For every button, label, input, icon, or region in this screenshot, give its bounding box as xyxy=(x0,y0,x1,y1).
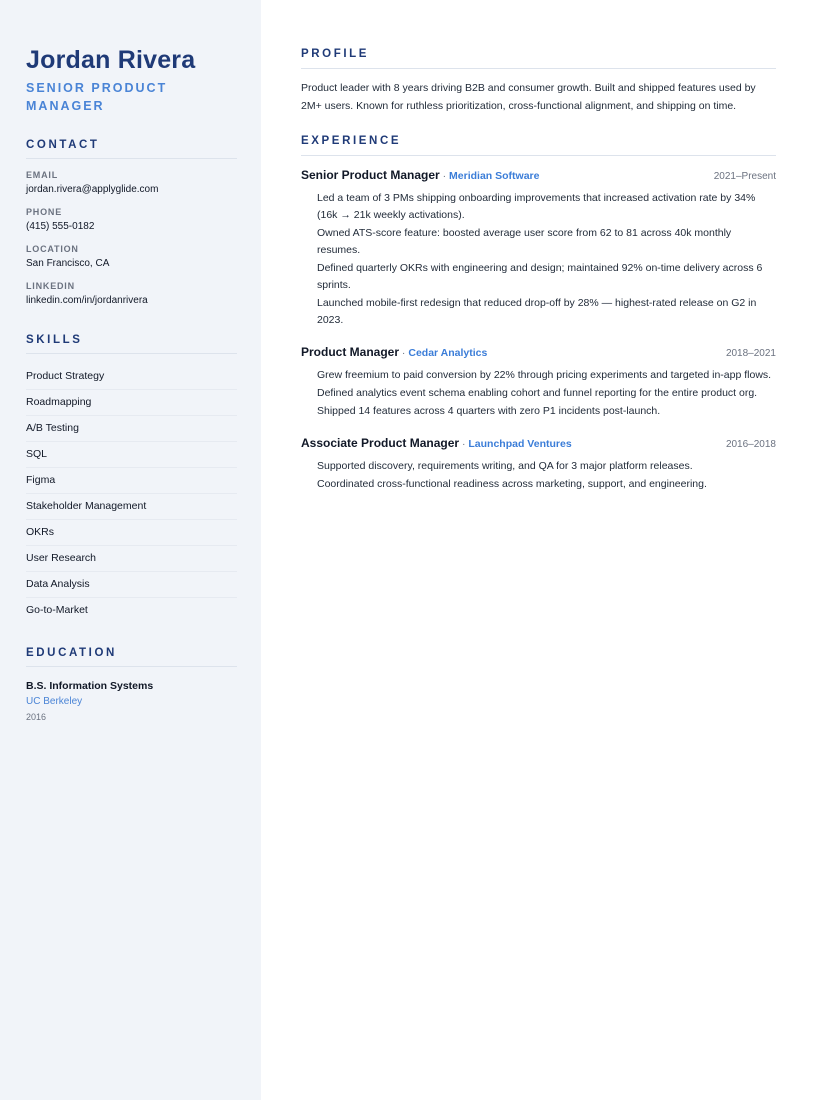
job-bullet: Led a team of 3 PMs shipping onboarding improvements that increased activation rate by 34% (16k → 21k weekly activations). xyxy=(317,192,756,221)
job-bullet: Supported discovery, requirements writing, and QA for 3 major platform releases. xyxy=(317,460,693,472)
job-dates: 2016–2018 xyxy=(725,439,776,450)
contact-item-phone xyxy=(26,206,237,236)
job-dates: 2021–Present xyxy=(713,171,776,182)
job-header xyxy=(301,434,776,452)
education-section xyxy=(26,647,237,724)
job-bullet: Grew freemium to paid conversion by 22% through pricing experiments and targeted in-app flows. xyxy=(317,369,772,381)
skill-item: Data Analysis xyxy=(26,572,237,598)
linkedin-link[interactable]: linkedin.com/in/jordanrivera xyxy=(26,295,148,306)
experience-heading: EXPERIENCE xyxy=(301,135,776,156)
contact-item-location xyxy=(26,243,237,273)
job-dates: 2018–2021 xyxy=(725,348,776,359)
job-separator: · xyxy=(459,438,469,450)
job-role: Associate Product Manager xyxy=(301,436,460,450)
job-title-line xyxy=(301,343,487,361)
job-title-line xyxy=(301,434,572,452)
education-year: 2016 xyxy=(26,712,47,722)
education-heading: EDUCATION xyxy=(26,647,237,667)
sidebar xyxy=(0,0,261,1100)
profile-section xyxy=(301,48,776,115)
contact-label: LOCATION xyxy=(26,244,79,254)
profile-heading: PROFILE xyxy=(301,48,776,69)
skills-section xyxy=(26,334,237,623)
job-company: Meridian Software xyxy=(449,170,540,182)
skill-item: Figma xyxy=(26,468,237,494)
job-bullets xyxy=(301,190,776,329)
skill-item: Go-to-Market xyxy=(26,604,88,616)
contact-item-linkedin xyxy=(26,280,237,310)
job-bullet: Defined analytics event schema enabling cohort and funnel reporting for the entire product org. xyxy=(317,387,758,399)
location-value: San Francisco, CA xyxy=(26,258,110,269)
job-bullets xyxy=(301,367,776,420)
email-value[interactable]: jordan.rivera@applyglide.com xyxy=(26,184,159,195)
skill-item: User Research xyxy=(26,546,237,572)
candidate-title: SENIOR PRODUCT MANAGER xyxy=(26,81,168,113)
contact-label: PHONE xyxy=(26,207,63,217)
skill-item: Roadmapping xyxy=(26,390,237,416)
skills-heading: SKILLS xyxy=(26,334,237,354)
job-header xyxy=(301,166,776,184)
contact-label: EMAIL xyxy=(26,170,58,180)
job-bullet: Launched mobile-first redesign that reduced drop-off by 28% — highest-rated release on G2 in 2023. xyxy=(317,297,757,326)
job-bullet: Shipped 14 features across 4 quarters with zero P1 incidents post-launch. xyxy=(317,405,661,417)
experience-section xyxy=(301,135,776,493)
job-separator: · xyxy=(399,347,409,359)
job-bullet: Defined quarterly OKRs with engineering and design; maintained 92% on-time delivery across 6 sprints. xyxy=(317,262,763,291)
skill-item: OKRs xyxy=(26,520,237,546)
skill-item: SQL xyxy=(26,442,237,468)
skill-item: Product Strategy xyxy=(26,364,237,390)
contact-section xyxy=(26,139,237,310)
skill-item: Stakeholder Management xyxy=(26,494,237,520)
job-company: Cedar Analytics xyxy=(408,347,488,359)
job-bullets xyxy=(301,458,776,493)
job-header xyxy=(301,343,776,361)
job-entry xyxy=(301,166,776,329)
contact-heading: CONTACT xyxy=(26,139,237,159)
skill-item: A/B Testing xyxy=(26,416,237,442)
job-role: Product Manager xyxy=(301,345,400,359)
job-role: Senior Product Manager xyxy=(301,168,440,182)
phone-value[interactable]: (415) 555-0182 xyxy=(26,221,95,232)
job-bullet: Owned ATS-score feature: boosted average user score from 62 to 81 across 40k monthly resumes. xyxy=(317,227,732,256)
job-separator: · xyxy=(439,170,450,182)
job-company: Launchpad Ventures xyxy=(468,438,572,450)
contact-item-email xyxy=(26,169,237,199)
job-title-line xyxy=(301,166,539,184)
candidate-name: Jordan Rivera xyxy=(26,46,196,74)
job-entry xyxy=(301,434,776,493)
main-content xyxy=(261,0,816,1100)
education-school: UC Berkeley xyxy=(26,696,83,707)
contact-label: LINKEDIN xyxy=(26,281,75,291)
job-entry xyxy=(301,343,776,420)
profile-text: Product leader with 8 years driving B2B and consumer growth. Built and shipped features used by 2M+ users. Known for ruthless prioritization, cross-functional alignment, and shipping on time. xyxy=(301,82,756,112)
job-bullet: Coordinated cross-functional readiness across marketing, support, and engineering. xyxy=(317,478,707,490)
education-degree: B.S. Information Systems xyxy=(26,680,154,692)
